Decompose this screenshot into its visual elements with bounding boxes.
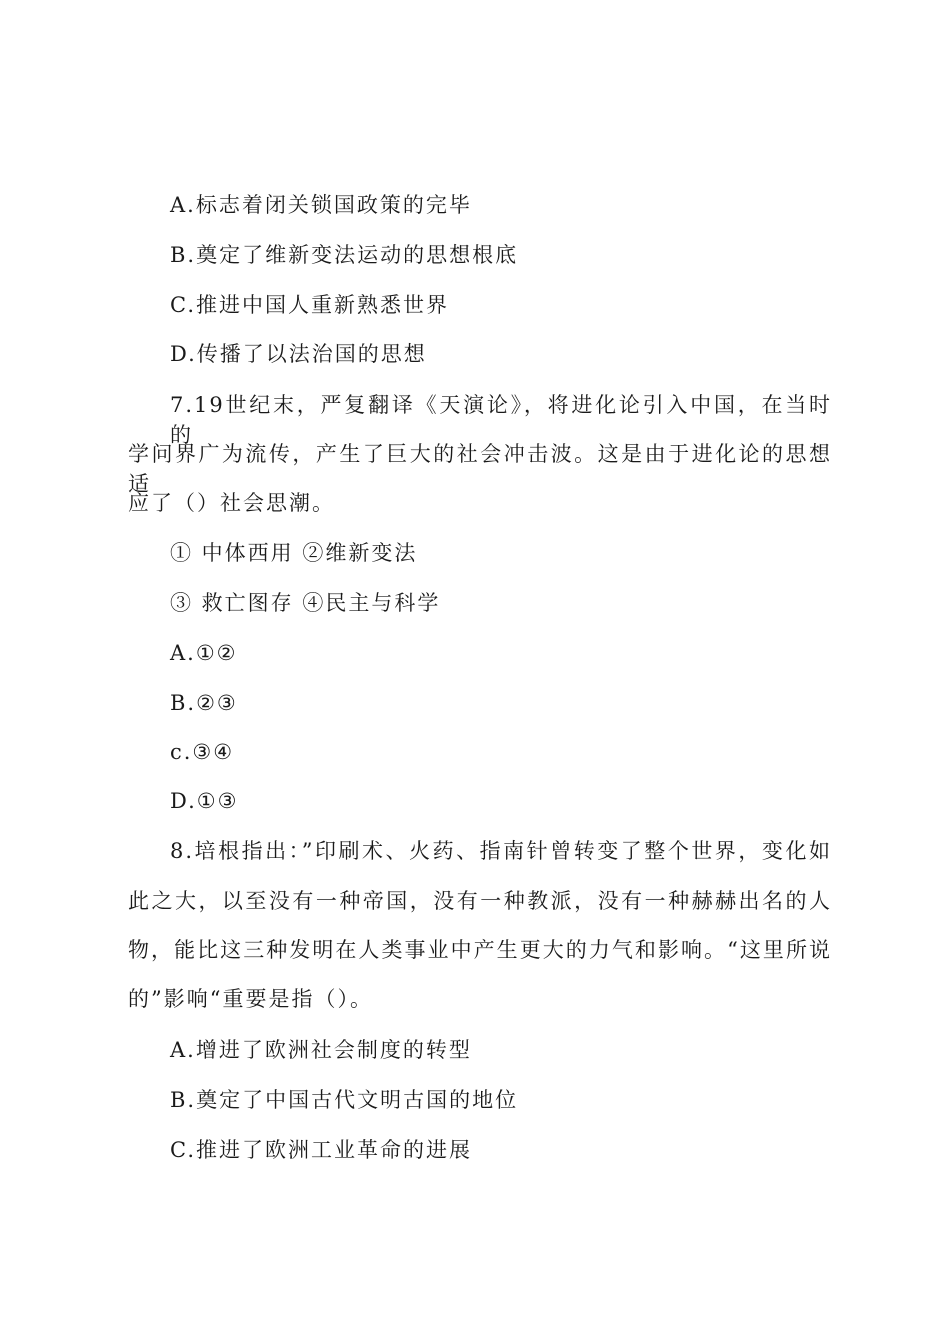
q7-stem-line-2: 学问界广为流传，产生了巨大的社会冲击波。这是由于进化论的思想适 <box>128 442 832 496</box>
q7-stem-line-1: 7.19世纪末，严复翻译《天演论》，将进化论引入中国，在当时的 <box>170 393 832 447</box>
q6-option-b: B.奠定了维新变法运动的思想根底 <box>170 243 519 267</box>
q8-stem-line-2: 此之大，以至没有一种帝国，没有一种教派，没有一种赫赫出名的人 <box>128 889 832 913</box>
q8-option-c: C.推进了欧洲工业革命的进展 <box>170 1138 472 1162</box>
q8-option-b: B.奠定了中国古代文明古国的地位 <box>170 1088 519 1112</box>
q6-option-d: D.传播了以法治国的思想 <box>170 342 427 366</box>
q8-stem-line-1: 8.培根指出：”印刷术、火药、指南针曾转变了整个世界，变化如 <box>170 839 832 863</box>
q7-option-d: D.①③ <box>170 789 239 813</box>
q6-option-c: C.推进中国人重新熟悉世界 <box>170 293 449 317</box>
q8-stem-line-3: 物，能比这三种发明在人类事业中产生更大的力气和影响。“这里所说 <box>128 938 832 962</box>
q8-stem-line-4: 的”影响“重要是指（）。 <box>128 987 373 1011</box>
q7-item-line-2: ③ 救亡图存 ④民主与科学 <box>170 591 441 615</box>
q7-option-c: c.③④ <box>170 740 235 764</box>
q7-stem-line-3: 应了（）社会思潮。 <box>128 491 335 515</box>
q8-option-a: A.增进了欧洲社会制度的转型 <box>170 1038 472 1062</box>
q7-item-line-1: ① 中体西用 ②维新变法 <box>170 541 418 565</box>
q6-option-a: A.标志着闭关锁国政策的完毕 <box>170 193 472 217</box>
q7-option-b: B.②③ <box>170 691 238 715</box>
q7-option-a: A.①② <box>170 641 238 665</box>
